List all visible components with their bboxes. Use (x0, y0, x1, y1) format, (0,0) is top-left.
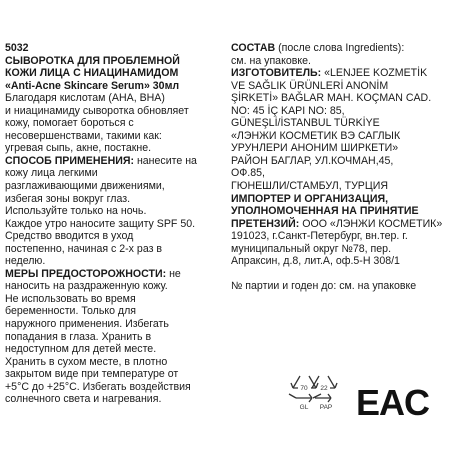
batch-info: № партии и годен до: см. на упаковке (231, 280, 417, 293)
left-column (5, 42, 223, 406)
precautions-heading: МЕРЫ ПРЕДОСТОРОЖНОСТИ: (5, 267, 167, 280)
manufacturer-text: «LENJEE KOZMETİK VE SAĞLIK ÜRÜNLERİ ANONİM ŞİRKETİ» BAĞLAR MAH. KOÇMAN CAD. NO: 45 İÇ KAPI NO: 85, GÜNEŞLİ/İSTANBUL TÜRKİYE «ЛЭНЖИ КОСМЕТИК ВЭ САГЛЫК УРУНЛЕРИ АНОНИМ ШИРКЕТИ» РАЙОН БАГЛАР, УЛ.КОЧМАН,45, ОФ.85, ГЮНЕШЛИ/СТАМБУЛ, ТУРЦИЯ (231, 67, 432, 193)
eac-mark: EAC (356, 382, 430, 423)
recycle-2-number: 22 (320, 385, 328, 392)
product-code: 5032 (5, 42, 29, 54)
importer-section (231, 193, 447, 268)
usage-section (5, 155, 223, 268)
manufacturer-heading: ИЗГОТОВИТЕЛЬ: (231, 67, 322, 80)
spacer (231, 268, 447, 281)
composition-heading: СОСТАВ (231, 42, 276, 54)
usage-heading: СПОСОБ ПРИМЕНЕНИЯ: (5, 154, 134, 167)
recycle-1-number: 70 (300, 385, 308, 392)
recycle-1-label: GL (299, 404, 309, 411)
recycle-2-label: PAP (319, 404, 333, 411)
importer-heading: ИМПОРТЕР И ОРГАНИЗАЦИЯ, УПОЛНОМОЧЕННАЯ НА ПРИНЯТИЕ ПРЕТЕНЗИЙ: (231, 192, 419, 230)
composition-text: (после слова Ingredients): см. на упаковке. (231, 42, 405, 67)
usage-text: нанесите на кожу лица легкими разглаживающими движениями, избегая зоны вокруг глаз. Используйте только на ночь. Каждое утро наносите защиту SPF 50. Средство вводится в уход постепенно, начиная с 2-х раз в неделю. (5, 154, 197, 268)
right-column (231, 42, 447, 293)
precautions-text: не наносить на раздраженную кожу. Не использовать во время беременности. Только для наружного применения. Избегать попадания в глаза. Хранить в недоступном для детей месте. Хранить в сухом месте, в плотно закрытом виде при температуре от +5°C до +25°C. Избегать воздействия солнечного света и нагревания. (5, 267, 191, 406)
manufacturer-section (231, 67, 447, 192)
importer-text: ООО «ЛЭНЖИ КОСМЕТИК» 191023, г.Санкт-Петербург, вн.тер. г. муниципальный округ №78, пер. Апраксин, д.8, лит.А, оф.5-Н 308/1 (231, 217, 443, 268)
composition-section (231, 42, 447, 67)
recycle-glass-icon (289, 376, 321, 402)
precautions-section (5, 268, 223, 406)
recycle-paper-icon (312, 376, 337, 402)
product-description: Благодаря кислотам (AHA, BHA) и ниацинамиду сыворотка обновляет кожу, помогает бороться с несовершенствами, такими как: угревая сыпь, акне, постакне. (5, 92, 189, 155)
product-title: СЫВОРОТКА ДЛЯ ПРОБЛЕМНОЙ КОЖИ ЛИЦА С НИАЦИНАМИДОМ «Anti-Acne Skincare Serum» 30мл (5, 54, 180, 92)
